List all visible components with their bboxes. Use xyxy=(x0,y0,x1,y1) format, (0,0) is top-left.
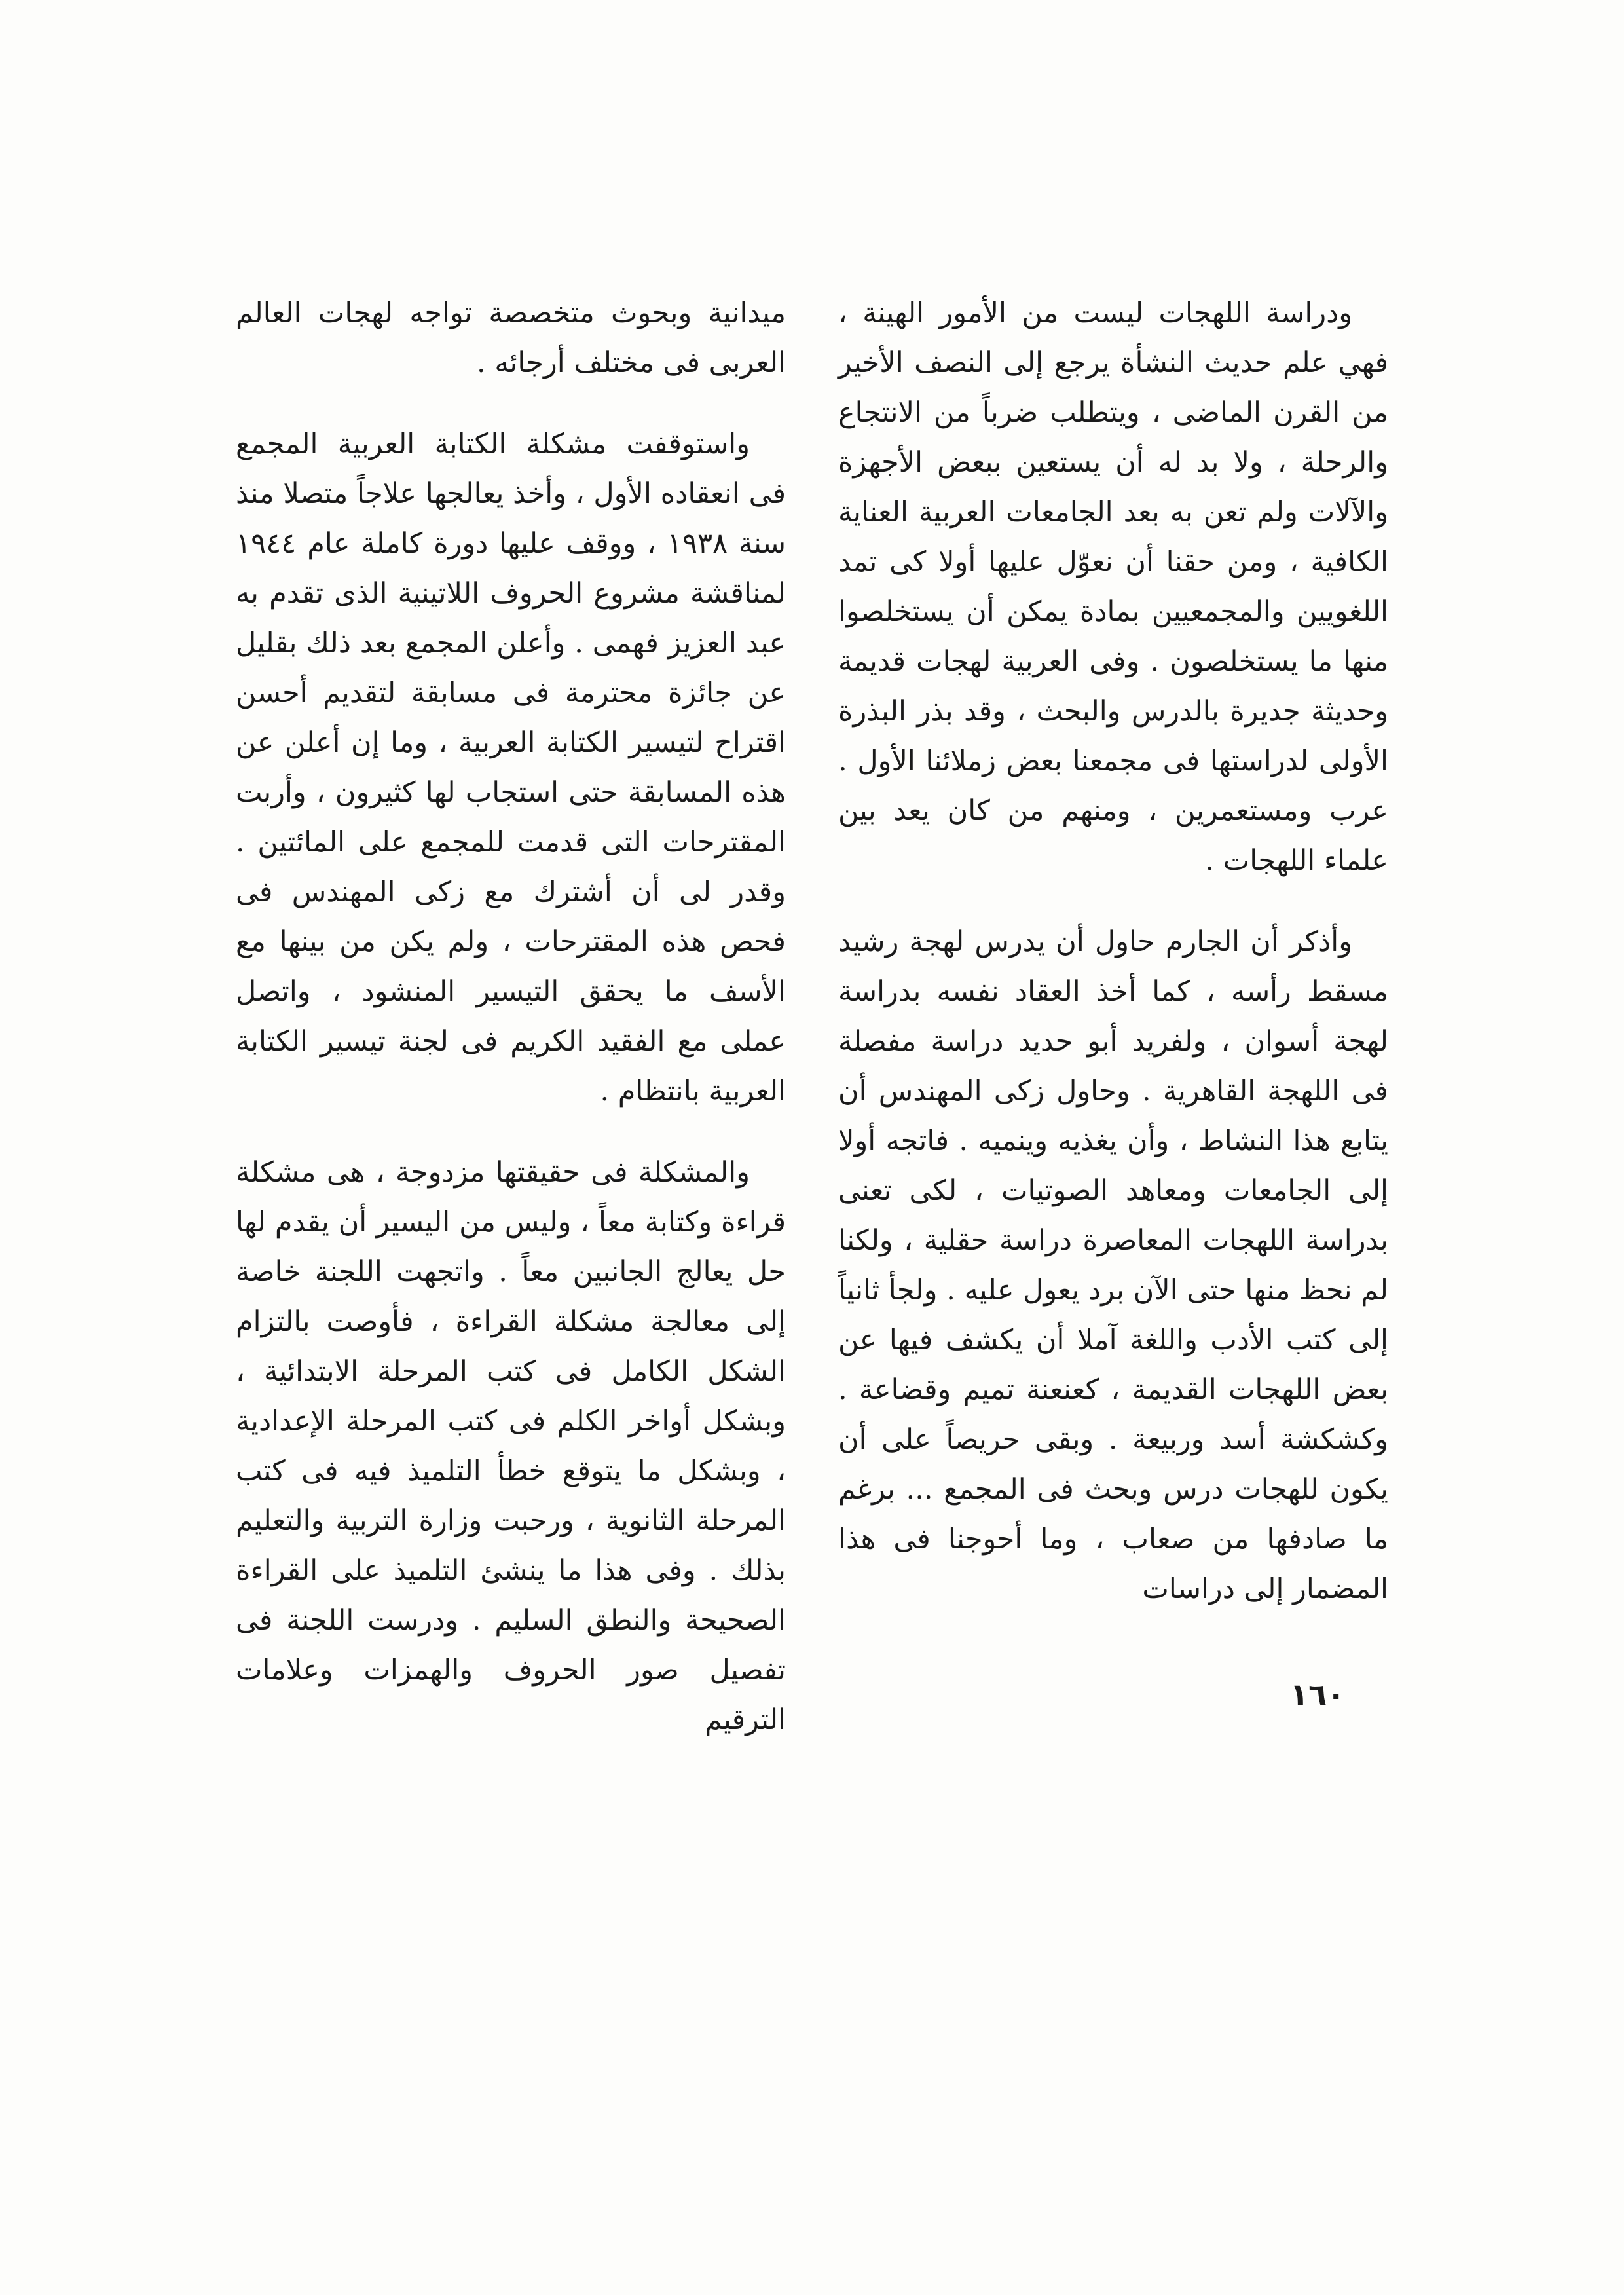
paragraph: والمشكلة فى حقيقتها مزدوجة ، هى مشكلة قراءة وكتابة معاً ، وليس من اليسير أن يقدم لها حل يعالج الجانبين معاً . واتجهت اللجنة خاصة إلى معالجة مشكلة القراءة ، فأوصت بالتزام الشكل الكامل فى كتب المرحلة الابتدائية ، وبشكل أواخر الكلم فى كتب المرحلة الإعدادية ، وبشكل ما يتوقع خطأ التلميذ فيه فى كتب المرحلة الثانوية ، ورحبت وزارة التربية والتعليم بذلك . وفى هذا ما ينشئ التلميذ على القراءة الصحيحة والنطق السليم . ودرست اللجنة فى تفصيل صور الحروف والهمزات وعلامات الترقيم xyxy=(236,1156,786,1736)
page-number: ١٦٠ xyxy=(1290,1677,1346,1712)
text-column-left xyxy=(236,288,786,1745)
paragraph: ميدانية وبحوث متخصصة تواجه لهجات العالم العربى فى مختلف أرجائه . xyxy=(236,297,786,379)
paragraph: واستوقفت مشكلة الكتابة العربية المجمع فى انعقاده الأول ، وأخذ يعالجها علاجاً متصلا منذ سنة ١٩٣٨ ، ووقف عليها دورة كاملة عام ١٩٤٤ لمناقشة مشروع الحروف اللاتينية الذى تقدم به عبد العزيز فهمى . وأعلن المجمع بعد ذلك بقليل عن جائزة محترمة فى مسابقة لتقديم أحسن اقتراح لتيسير الكتابة العربية ، وما إن أعلن عن هذه المسابقة حتى استجاب لها كثيرون ، وأربت المقترحات التى قدمت للمجمع على المائتين . وقدر لى أن أشترك مع زكى المهندس فى فحص هذه المقترحات ، ولم يكن من بينها مع الأسف ما يحقق التيسير المنشود ، واتصل عملى مع الفقيد الكريم فى لجنة تيسير الكتابة العربية بانتظام . xyxy=(236,428,786,1108)
text-column-right xyxy=(838,288,1388,1614)
paragraph: ودراسة اللهجات ليست من الأمور الهينة ، فهي علم حديث النشأة يرجع إلى النصف الأخير من القرن الماضى ، ويتطلب ضرباً من الانتجاع والرحلة ، ولا بد له أن يستعين ببعض الأجهزة والآلات ولم تعن به بعد الجامعات العربية العناية الكافية ، ومن حقنا أن نعوّل عليها أولا كى تمد اللغويين والمجمعيين بمادة يمكن أن يستخلصوا منها ما يستخلصون . وفى العربية لهجات قديمة وحديثة جديرة بالدرس والبحث ، وقد بذر البذرة الأولى لدراستها فى مجمعنا بعض زملائنا الأول . عرب ومستعمرين ، ومنهم من كان يعد بين علماء اللهجات . xyxy=(838,297,1388,877)
paragraph: وأذكر أن الجارم حاول أن يدرس لهجة رشيد مسقط رأسه ، كما أخذ العقاد نفسه بدراسة لهجة أسوان ، ولفريد أبو حديد دراسة مفصلة فى اللهجة القاهرية . وحاول زكى المهندس أن يتابع هذا النشاط ، وأن يغذيه وينميه . فاتجه أولا إلى الجامعات ومعاهد الصوتيات ، لكى تعنى بدراسة اللهجات المعاصرة دراسة حقلية ، ولكنا لم نحظ منها حتى الآن برد يعول عليه . ولجأ ثانياً إلى كتب الأدب واللغة آملا أن يكشف فيها عن بعض اللهجات القديمة ، كعنعنة تميم وقضاعة . وكشكشة أسد وربيعة . وبقى حريصاً على أن يكون للهجات درس وبحث فى المجمع ... برغم ما صادفها من صعاب ، وما أحوجنا فى هذا المضمار إلى دراسات xyxy=(838,925,1388,1605)
